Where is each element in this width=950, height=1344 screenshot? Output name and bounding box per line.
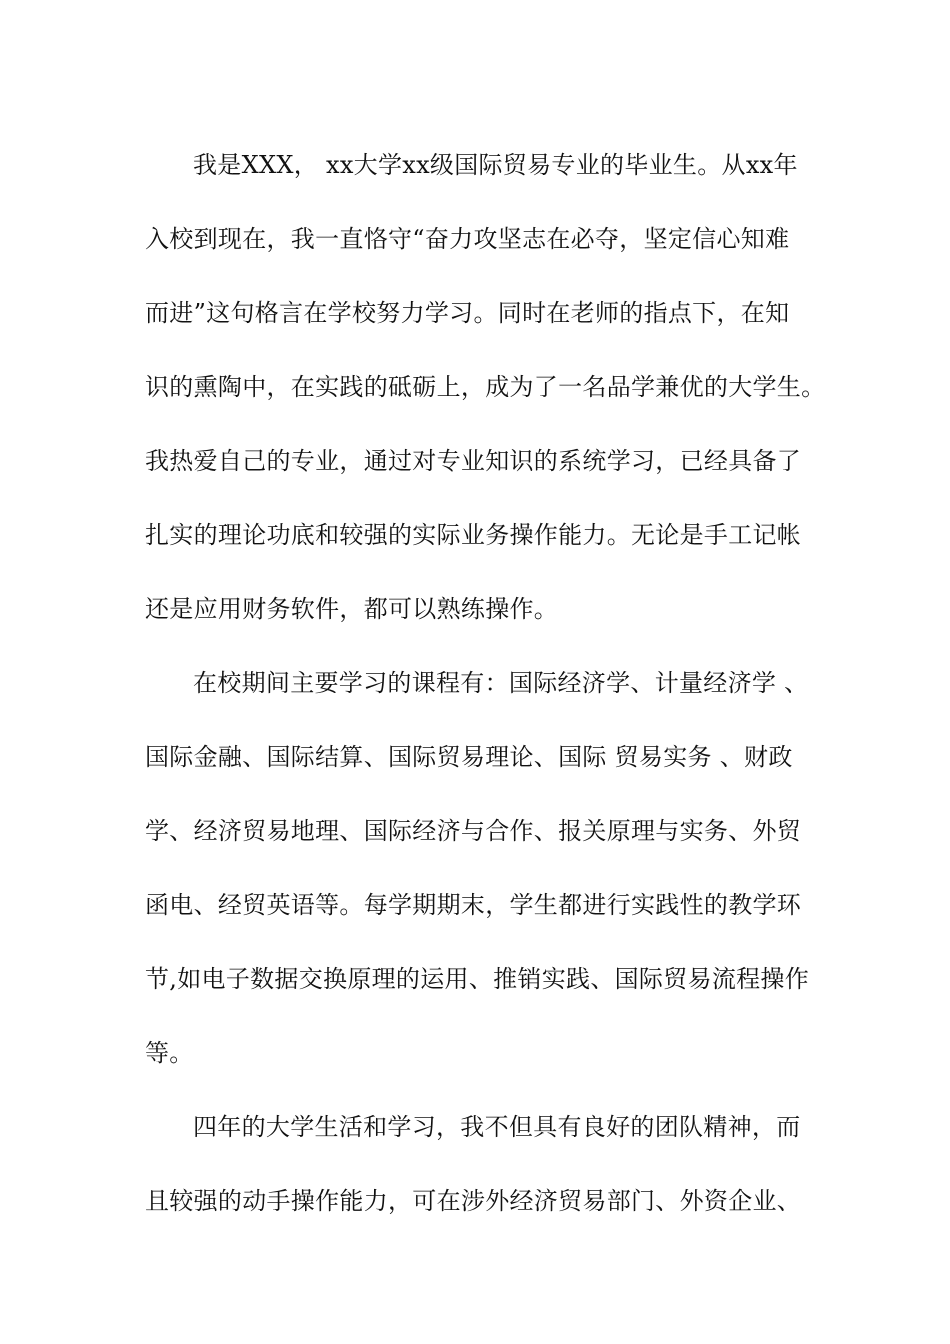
paragraph-line: 我热爱自己的专业，通过对专业知识的系统学习，已经具备了 <box>145 447 802 475</box>
paragraph-line: 节,如电子数据交换原理的运用、推销实践、国际贸易流程操作 <box>145 965 810 993</box>
document-body <box>145 128 825 1238</box>
paragraph-1 <box>145 128 825 646</box>
paragraph-line: 识的熏陶中，在实践的砥砺上，成为了一名品学兼优的大学生。 <box>145 373 826 401</box>
paragraph-line: 入校到现在，我一直恪守“奋力攻坚志在必夺，坚定信心知难 <box>145 225 790 253</box>
paragraph-line: 学、经济贸易地理、国际经济与合作、报关原理与实务、外贸 <box>145 817 802 845</box>
paragraph-3 <box>145 1090 825 1238</box>
paragraph-line: 国际金融、国际结算、国际贸易理论、国际 贸易实务 、财政 <box>145 743 793 771</box>
paragraph-line: 四年的大学生活和学习，我不但具有良好的团队精神，而 <box>193 1113 801 1141</box>
paragraph-line: 我是XXX， xx大学xx级国际贸易专业的毕业生。从xx年 <box>193 151 798 179</box>
paragraph-line: 还是应用财务软件，都可以熟练操作。 <box>145 595 559 623</box>
paragraph-line: 扎实的理论功底和较强的实际业务操作能力。无论是手工记帐 <box>145 521 802 549</box>
paragraph-line: 而进”这句格言在学校努力学习。同时在老师的指点下，在知 <box>145 299 790 327</box>
paragraph-line: 且较强的动手操作能力，可在涉外经济贸易部门、外资企业、 <box>145 1187 802 1215</box>
paragraph-2 <box>145 646 825 1090</box>
paragraph-line: 函电、经贸英语等。每学期期末，学生都进行实践性的教学环 <box>145 891 802 919</box>
paragraph-line: 在校期间主要学习的课程有：国际经济学、计量经济学 、 <box>193 669 809 697</box>
paragraph-line: 等。 <box>145 1039 194 1067</box>
